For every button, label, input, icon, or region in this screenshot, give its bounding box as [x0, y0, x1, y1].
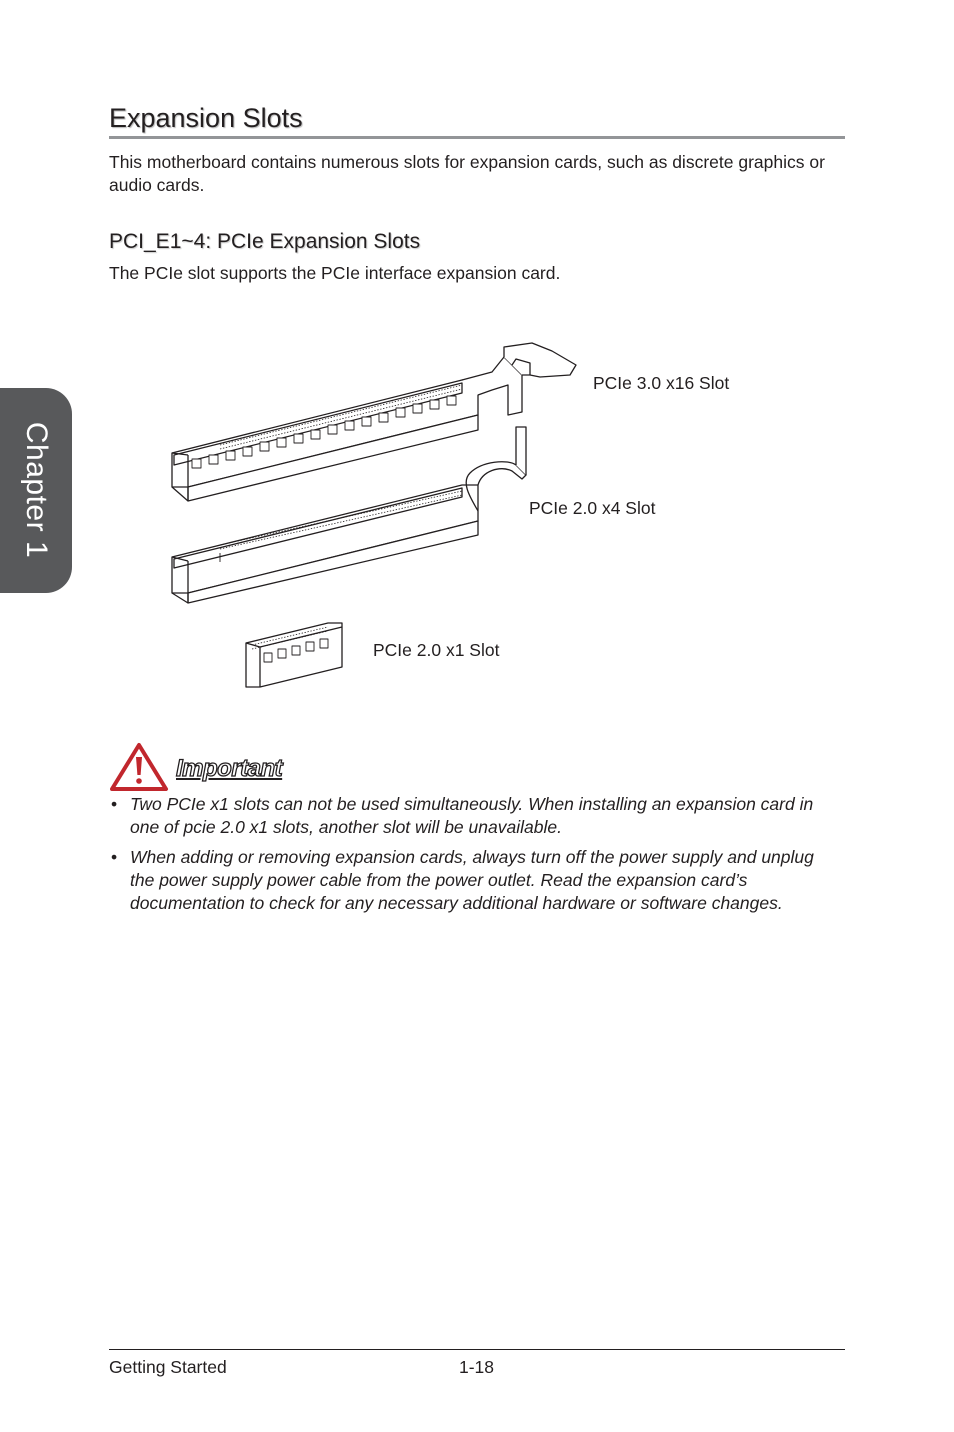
important-note [109, 793, 839, 839]
bullet-icon: • [111, 794, 118, 814]
important-notes-list [109, 793, 839, 922]
bullet-icon: • [111, 847, 118, 867]
footer-rule [109, 1349, 845, 1350]
important-note-text: When adding or removing expansion cards, always turn off the power supply and unplug the power supply power cable from the power outlet. Read the expansion card’s documentation to check for any necessary additional hardware or software changes. [130, 847, 814, 913]
section-intro: This motherboard contains numerous slots for expansion cards, such as discrete graphics or audio cards. [109, 152, 825, 195]
pcie-x4-slot-label: PCIe 2.0 x4 Slot [529, 498, 656, 518]
pcie-x1-slot-drawing [246, 623, 342, 687]
chapter-tab [0, 388, 72, 593]
warning-triangle-icon [109, 741, 169, 793]
important-note [109, 846, 839, 915]
section-title: Expansion Slots [109, 103, 303, 133]
chapter-tab-label: Chapter 1 [20, 421, 53, 559]
pcie-x16-slot-drawing [172, 343, 576, 501]
important-heading: Important [176, 755, 283, 782]
pcie-x1-slot-label: PCIe 2.0 x1 Slot [373, 640, 500, 660]
footer-page-number: 1-18 [459, 1357, 495, 1377]
footer-section-name: Getting Started [109, 1357, 227, 1377]
pcie-x16-slot-label: PCIe 3.0 x16 Slot [593, 373, 730, 393]
subsection-description: The PCIe slot supports the PCIe interface expansion card. [109, 263, 561, 283]
title-rule [109, 136, 845, 139]
important-note-text: Two PCIe x1 slots can not be used simultaneously. When installing an expansion card in one of pcie 2.0 x1 slots, another slot will be unavailable. [130, 794, 814, 837]
subsection-title: PCI_E1~4: PCIe Expansion Slots [109, 230, 421, 253]
